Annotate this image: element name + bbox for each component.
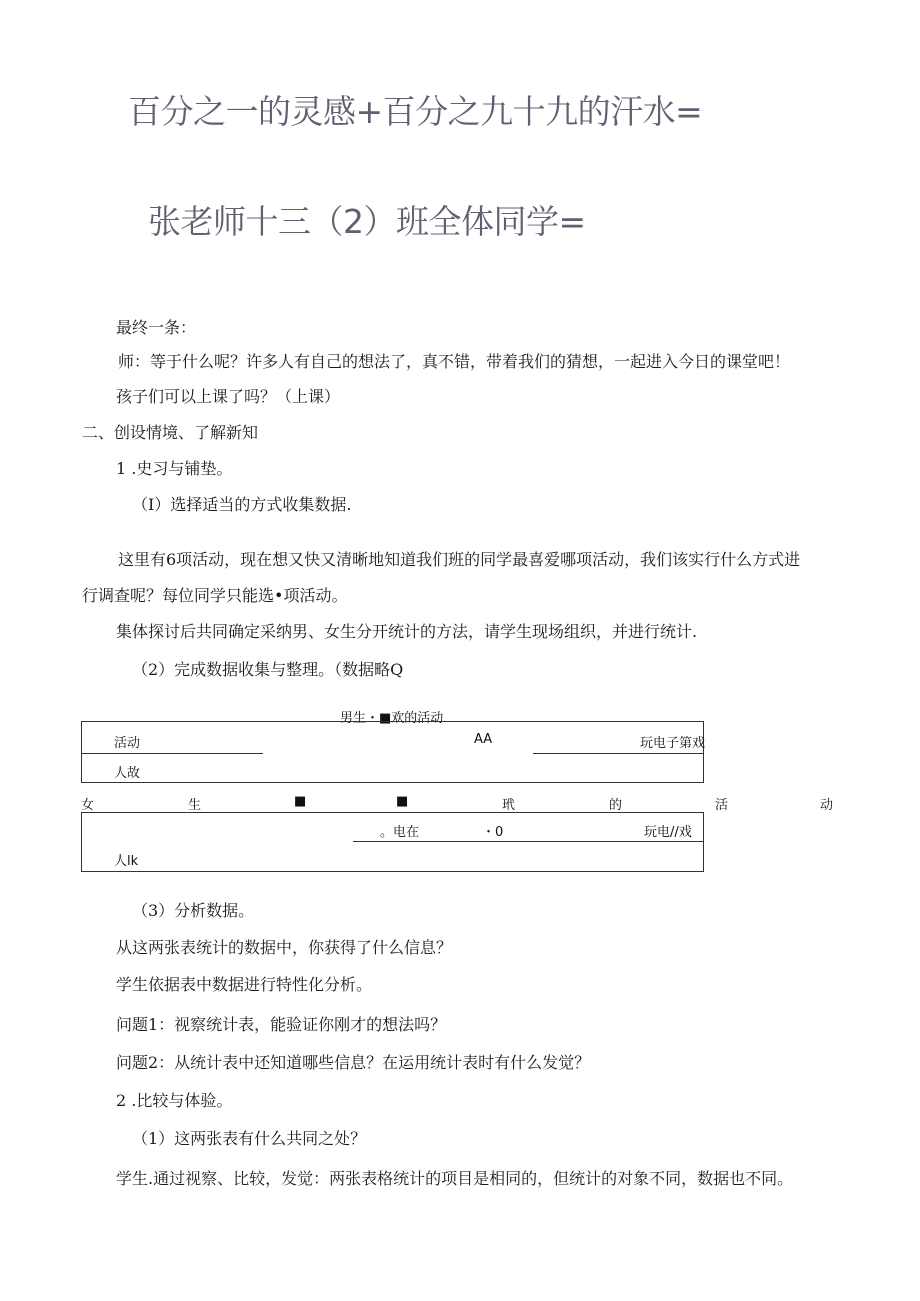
table-1-row1-right: 玩电子第戏 [640, 736, 706, 751]
paragraph-activities-b: 行调查呢？每位同学只能选•项活动。 [82, 586, 348, 605]
table-2-row1-mid1: 。电在 [380, 825, 420, 840]
table-2-title-char: 玳 [502, 798, 516, 813]
table-2-title-char: 活 [715, 798, 729, 813]
step-1: （I）选择适当的方式收集数据. [132, 495, 352, 514]
table-1-row1-mid: AA [474, 732, 493, 747]
heading-line-1: 百分之一的灵感+百分之九十九的汗水= [128, 92, 703, 131]
table-2-title-char: 生 [188, 798, 202, 813]
question-1: 问题1：视察统计表，能验证你刚才的想法吗？ [116, 1015, 447, 1034]
subsection-2: 2 .比较与体验。 [116, 1091, 233, 1110]
step-2-1: （1）这两张表有什么共同之处？ [132, 1129, 367, 1148]
table-2-title-char: 的 [609, 798, 623, 813]
paragraph-info-question: 从这两张表统计的数据中，你获得了什么信息？ [116, 938, 453, 957]
table-1-row1-label: 活动 [114, 736, 141, 751]
table-2-row1-mid2: ・0 [482, 825, 504, 840]
table-1-row-divider-right [533, 753, 704, 754]
table-2-title-char: 动 [820, 798, 834, 813]
paragraph-class-start: 孩子们可以上课了吗？（上课） [116, 387, 341, 406]
paragraph-comparison: 学生.通过视察、比较，发觉：两张表格统计的项目是相同的，但统计的对象不同，数据也不同。 [116, 1169, 794, 1188]
paragraph-student-analysis: 学生依据表中数据进行特性化分析。 [116, 975, 373, 994]
table-2-row2-label: 人lk [114, 854, 139, 869]
table-2-row-divider [353, 841, 704, 842]
table-1 [81, 721, 704, 783]
step-2: （2）完成数据收集与整理。（数据略Q [132, 660, 404, 679]
table-1-row2-label: 人故 [114, 766, 141, 781]
table-2-title-char: ■ [396, 794, 409, 809]
table-2-row1-right: 玩电//戏 [644, 825, 692, 840]
paragraph-activities-a: 这里有6项活动，现在想又快又清晰地知道我们班的同学最喜爱哪项活动，我们该实行什么方式进 [118, 550, 801, 569]
step-3: （3）分析数据。 [132, 901, 255, 920]
table-1-title: 男生・■欢的活动 [340, 711, 444, 726]
table-2-title-char: 女 [81, 798, 95, 813]
section-heading-2: 二、创设情境、了解新知 [82, 423, 259, 442]
subsection-1: 1 .史习与铺垫。 [116, 459, 233, 478]
paragraph-discussion: 集体探讨后共同确定采纳男、女生分开统计的方法，请学生现场组织，并进行统计. [116, 622, 698, 641]
paragraph-teacher-question: 师：等于什么呢？许多人有自己的想法了，真不错，带着我们的猜想，一起进入今日的课堂吧！ [118, 352, 791, 371]
table-1-row-divider-left [82, 753, 263, 754]
table-2 [81, 812, 704, 872]
table-2-title-char: ■ [294, 794, 307, 809]
heading-line-2: 张老师十三（2）班全体同学= [148, 202, 586, 241]
question-2: 问题2：从统计表中还知道哪些信息？在运用统计表时有什么发觉？ [116, 1053, 591, 1072]
paragraph-final-item: 最终一条： [116, 318, 197, 337]
